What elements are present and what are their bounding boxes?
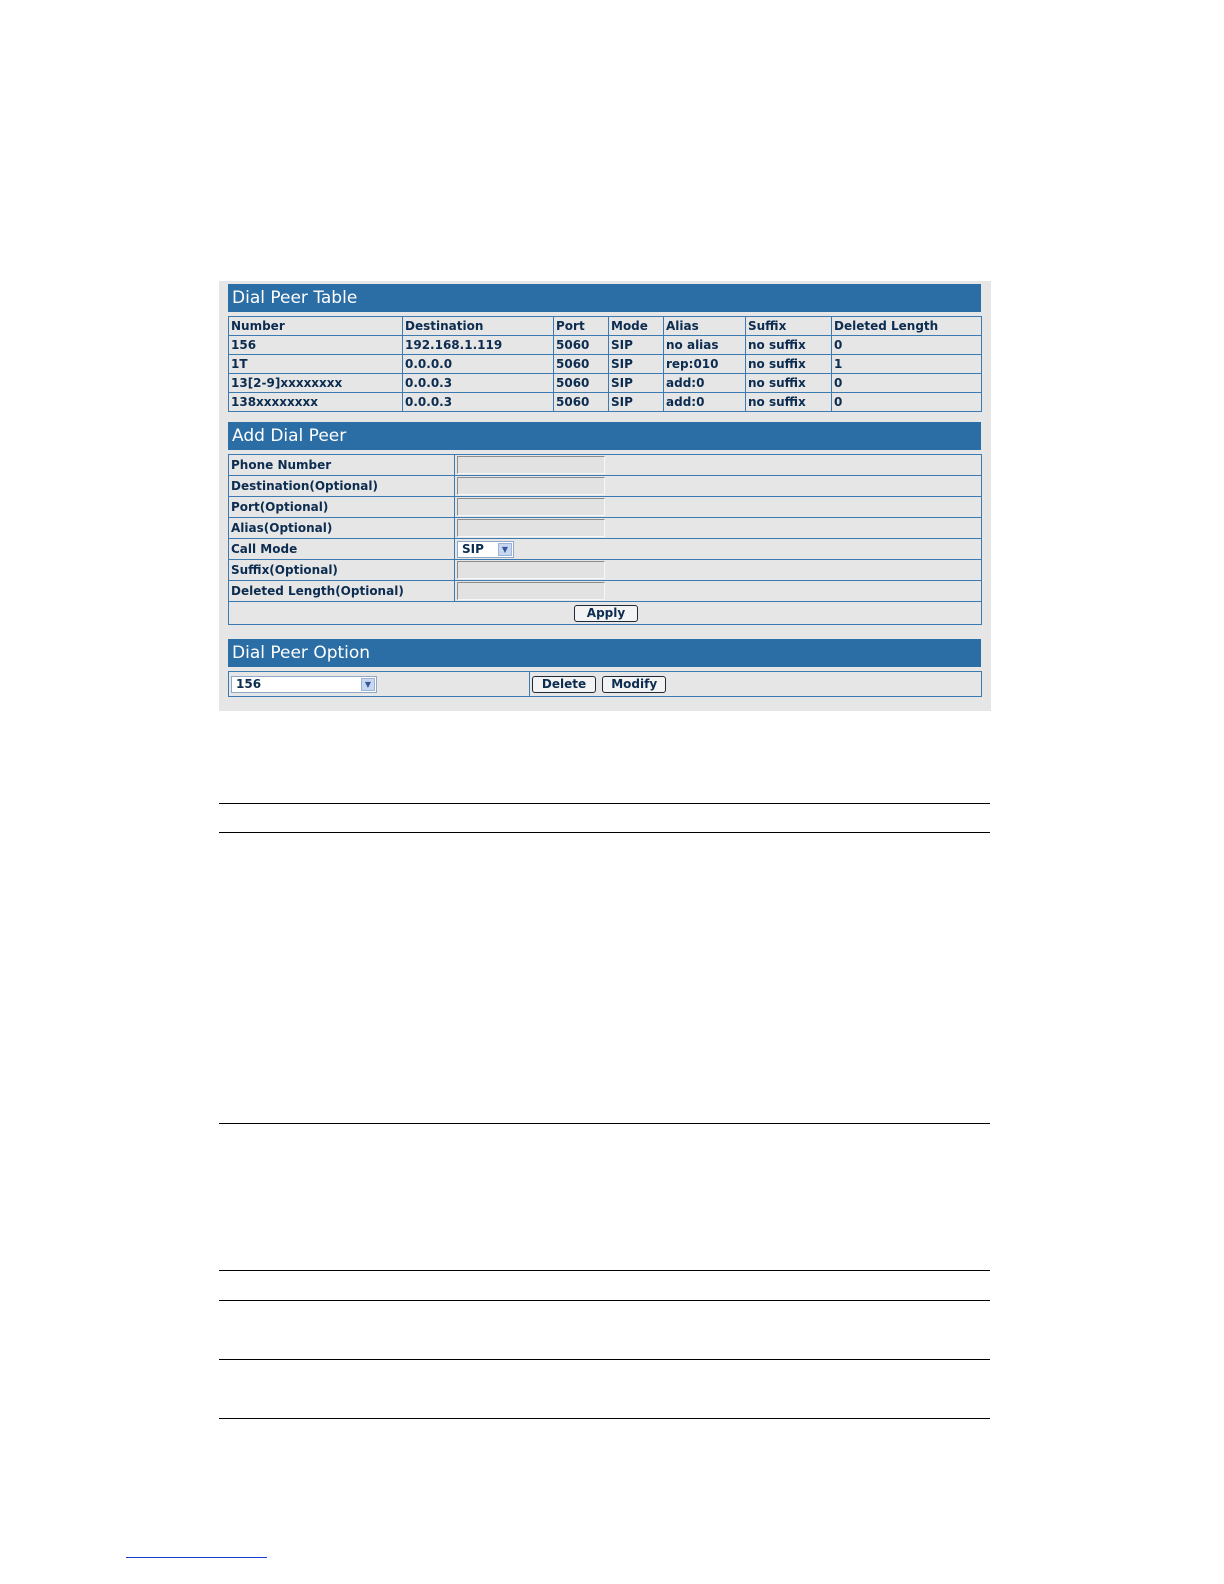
phone-number-label: Phone Number <box>229 455 455 476</box>
table-row <box>229 393 982 412</box>
cell-port: 5060 <box>554 374 609 393</box>
column-header: Alias <box>664 317 746 336</box>
cell-deleted-length: 0 <box>832 393 982 412</box>
destination-input[interactable] <box>457 477 605 495</box>
dial-peer-panel <box>219 281 991 711</box>
column-header: Destination <box>403 317 554 336</box>
cell-destination: 0.0.0.3 <box>403 393 554 412</box>
add-dial-peer-form <box>228 454 982 625</box>
cell-mode: SIP <box>609 393 664 412</box>
divider <box>219 1300 990 1301</box>
table-row <box>229 355 982 374</box>
cell-deleted-length: 0 <box>832 374 982 393</box>
dial-peer-option-header: Dial Peer Option <box>228 639 981 667</box>
apply-button[interactable]: Apply <box>574 605 638 622</box>
divider <box>219 1123 990 1124</box>
cell-alias: add:0 <box>664 393 746 412</box>
cell-alias: add:0 <box>664 374 746 393</box>
cell-suffix: no suffix <box>746 374 832 393</box>
dial-peer-table-header: Dial Peer Table <box>228 284 981 312</box>
dial-peer-select-value: 156 <box>236 677 262 691</box>
cell-port: 5060 <box>554 355 609 374</box>
option-row <box>229 672 982 697</box>
cell-number: 1T <box>229 355 403 374</box>
cell-alias: rep:010 <box>664 355 746 374</box>
divider <box>219 832 990 833</box>
suffix-label: Suffix(Optional) <box>229 560 455 581</box>
suffix-input[interactable] <box>457 561 605 579</box>
call-mode-label: Call Mode <box>229 539 455 560</box>
form-row-alias <box>229 518 982 539</box>
divider <box>219 1270 990 1271</box>
port-label: Port(Optional) <box>229 497 455 518</box>
cell-alias: no alias <box>664 336 746 355</box>
form-row-apply <box>229 602 982 625</box>
table-row <box>229 374 982 393</box>
footnote-separator <box>126 1557 267 1558</box>
chevron-down-icon: ▼ <box>498 543 512 556</box>
chevron-down-icon: ▼ <box>361 678 375 691</box>
divider <box>219 1359 990 1360</box>
form-row-suffix <box>229 560 982 581</box>
destination-label: Destination(Optional) <box>229 476 455 497</box>
cell-destination: 0.0.0.0 <box>403 355 554 374</box>
table-row <box>229 336 982 355</box>
modify-button[interactable]: Modify <box>602 676 666 693</box>
delete-button[interactable]: Delete <box>532 676 596 693</box>
add-dial-peer-header: Add Dial Peer <box>228 422 981 450</box>
cell-suffix: no suffix <box>746 393 832 412</box>
cell-port: 5060 <box>554 336 609 355</box>
phone-number-input[interactable] <box>457 456 605 474</box>
column-header: Number <box>229 317 403 336</box>
cell-deleted-length: 0 <box>832 336 982 355</box>
cell-number: 13[2-9]xxxxxxxx <box>229 374 403 393</box>
divider <box>219 1418 990 1419</box>
deleted-length-input[interactable] <box>457 582 605 600</box>
dial-peer-select[interactable] <box>231 676 377 693</box>
cell-destination: 192.168.1.119 <box>403 336 554 355</box>
cell-mode: SIP <box>609 336 664 355</box>
cell-number: 156 <box>229 336 403 355</box>
form-row-deleted-length <box>229 581 982 602</box>
cell-port: 5060 <box>554 393 609 412</box>
column-header: Mode <box>609 317 664 336</box>
divider <box>219 803 990 804</box>
call-mode-select[interactable] <box>457 541 514 558</box>
cell-suffix: no suffix <box>746 355 832 374</box>
table-header-row <box>229 317 982 336</box>
column-header: Port <box>554 317 609 336</box>
cell-number: 138xxxxxxxx <box>229 393 403 412</box>
dial-peer-table <box>228 316 982 412</box>
port-input[interactable] <box>457 498 605 516</box>
cell-mode: SIP <box>609 374 664 393</box>
cell-suffix: no suffix <box>746 336 832 355</box>
column-header: Deleted Length <box>832 317 982 336</box>
alias-label: Alias(Optional) <box>229 518 455 539</box>
form-row-call-mode <box>229 539 982 560</box>
dial-peer-option-form <box>228 671 982 697</box>
deleted-length-label: Deleted Length(Optional) <box>229 581 455 602</box>
form-row-destination <box>229 476 982 497</box>
alias-input[interactable] <box>457 519 605 537</box>
cell-destination: 0.0.0.3 <box>403 374 554 393</box>
form-row-phone-number <box>229 455 982 476</box>
column-header: Suffix <box>746 317 832 336</box>
cell-mode: SIP <box>609 355 664 374</box>
cell-deleted-length: 1 <box>832 355 982 374</box>
call-mode-value: SIP <box>462 542 484 556</box>
form-row-port <box>229 497 982 518</box>
